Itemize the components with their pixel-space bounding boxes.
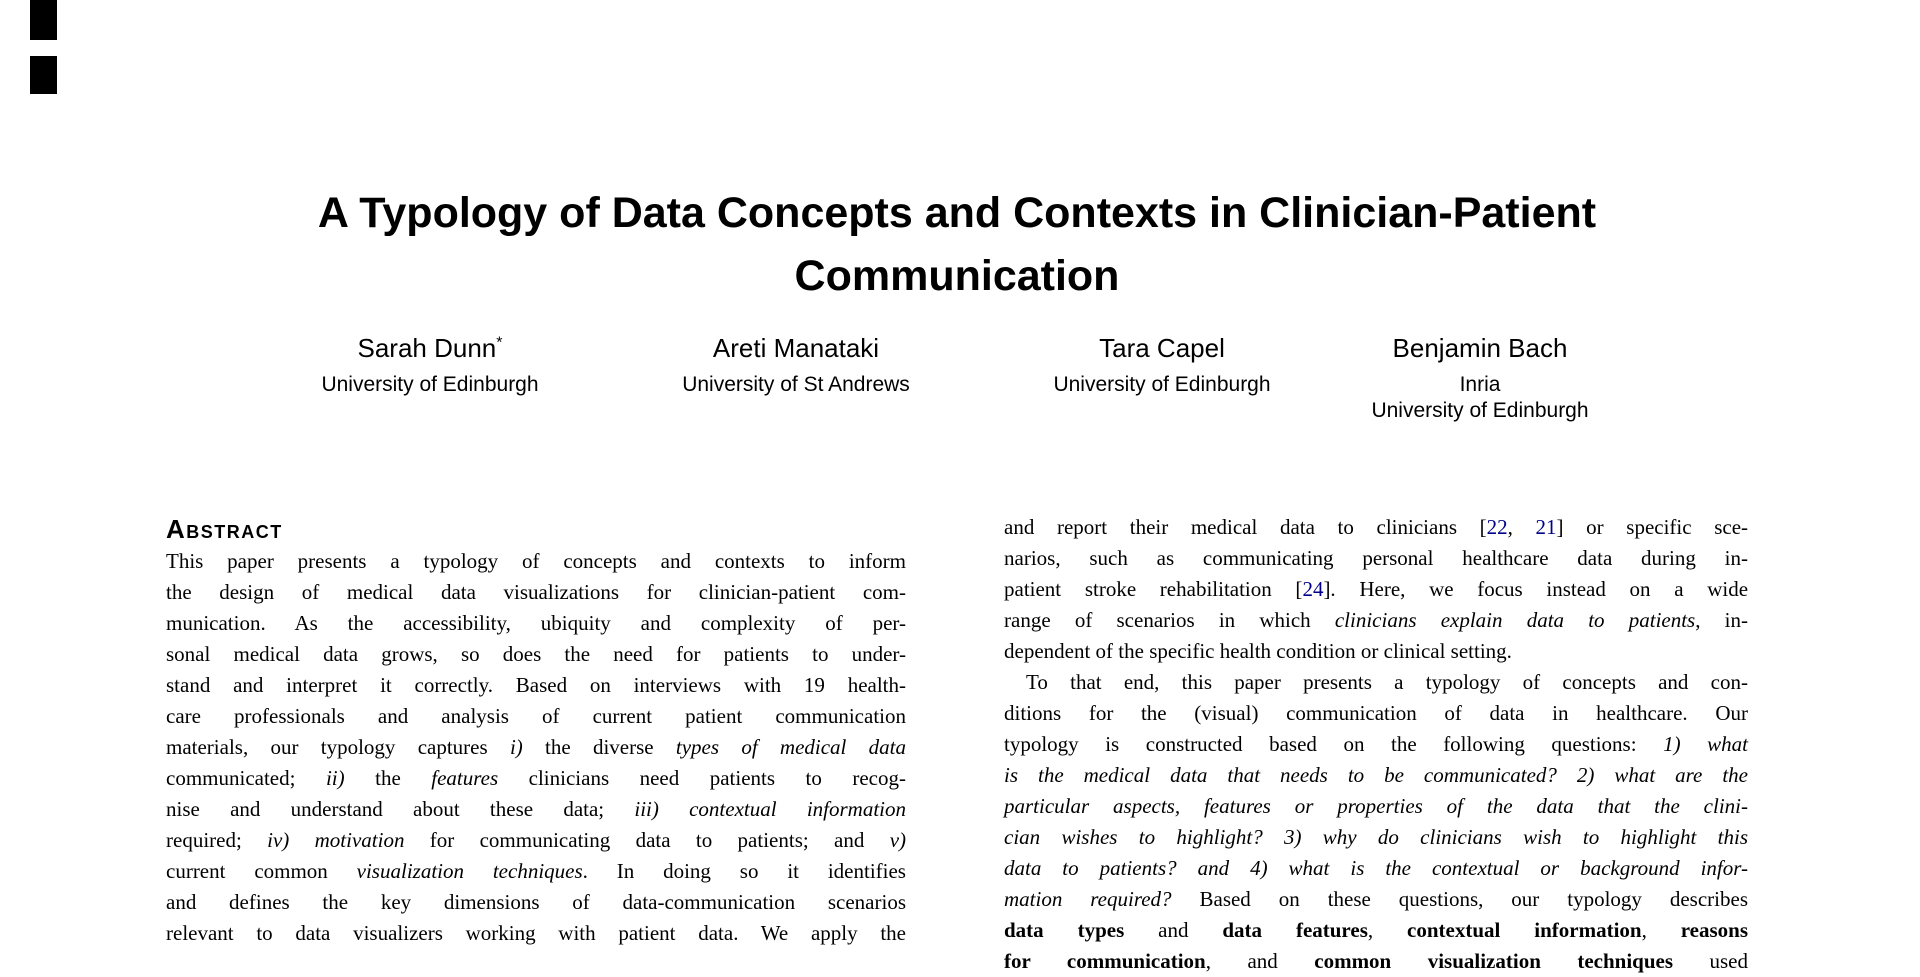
text-line xyxy=(166,856,906,887)
author-name: Areti Manataki xyxy=(712,333,880,363)
text-segment: typology is constructed based on the following questions: xyxy=(1004,732,1664,756)
text-segment: narios, such as communicating personal healthcare data during in- xyxy=(1004,546,1748,570)
text-segment: reasons xyxy=(1680,918,1749,942)
text-segment: features xyxy=(431,766,499,790)
text-segment: stand and interpret it correctly. Based on interviews with 19 health- xyxy=(166,673,906,697)
text-segment: range of scenarios in which xyxy=(1004,608,1335,632)
text-segment: , xyxy=(1367,918,1408,942)
text-segment: care professionals and analysis of current patient communication xyxy=(166,704,906,728)
text-segment: , xyxy=(1507,515,1536,539)
text-segment: , in- xyxy=(1695,608,1748,632)
text-segment: types of medical data xyxy=(675,735,907,759)
text-segment: . In doing so it identifies xyxy=(582,859,906,883)
text-line xyxy=(1004,791,1748,822)
text-segment: mation required? xyxy=(1004,887,1172,911)
author-affiliation: Inria xyxy=(1459,373,1501,396)
page-title-line1: A Typology of Data Concepts and Contexts in Clinician-Patient xyxy=(317,189,1597,237)
text-segment: and xyxy=(1124,918,1223,942)
text-segment: used xyxy=(1673,949,1748,973)
text-line xyxy=(166,608,906,639)
text-line xyxy=(166,639,906,670)
text-segment: contextual information xyxy=(1407,918,1642,942)
text-segment: dependent of the specific health condition or clinical setting. xyxy=(1004,639,1512,663)
text-segment: ] or specific sce- xyxy=(1556,515,1749,539)
body-column xyxy=(1004,512,1748,977)
text-segment: required; xyxy=(166,828,268,852)
text-line xyxy=(1004,915,1748,946)
text-segment: iv) motivation xyxy=(267,828,405,852)
text-segment: Based on these questions, our typology describes xyxy=(1171,887,1748,911)
text-segment: data features xyxy=(1222,918,1368,942)
text-segment: , and xyxy=(1205,949,1315,973)
text-line xyxy=(166,670,906,701)
text-segment: communicated; xyxy=(166,766,326,790)
text-segment: the xyxy=(344,766,432,790)
text-segment: patient stroke rehabilitation [ xyxy=(1004,577,1303,601)
citation-link[interactable]: 24 xyxy=(1302,577,1324,601)
text-line xyxy=(1004,543,1748,574)
text-segment: nise and understand about these data; xyxy=(166,797,635,821)
text-segment: 1) what xyxy=(1663,732,1748,756)
text-line xyxy=(166,825,906,856)
text-segment: and report their medical data to clinicians [ xyxy=(1004,515,1487,539)
text-line xyxy=(166,577,906,608)
author-name: Benjamin Bach xyxy=(1392,333,1568,363)
author-footnote-mark: * xyxy=(496,334,503,352)
text-segment: clinicians explain data to patients xyxy=(1334,608,1696,632)
text-line xyxy=(166,887,906,918)
text-segment: ditions for the (visual) communication of data in healthcare. Our xyxy=(1004,701,1748,725)
text-line xyxy=(166,701,906,732)
text-segment: the diverse xyxy=(522,735,676,759)
text-segment: iii) contextual information xyxy=(634,797,907,821)
citation-link[interactable]: 21 xyxy=(1535,515,1557,539)
text-line xyxy=(1004,853,1748,884)
scan-artifact-mark-bottom xyxy=(30,56,57,94)
text-segment: clinicians need patients to recog- xyxy=(498,766,906,790)
text-segment: for communication xyxy=(1004,949,1206,973)
text-segment: i) xyxy=(509,735,523,759)
text-line xyxy=(1004,729,1748,760)
text-line xyxy=(166,763,906,794)
text-line xyxy=(1004,574,1748,605)
text-line xyxy=(166,546,906,577)
scan-artifact-mark-top xyxy=(30,0,57,40)
text-line xyxy=(1004,884,1748,915)
text-segment: is the medical data that needs to be communicated? 2) what are the xyxy=(1004,763,1748,787)
abstract-heading: Abstract xyxy=(166,514,283,544)
text-segment: relevant to data visualizers working with patient data. We apply the xyxy=(166,921,906,945)
text-segment: v) xyxy=(889,828,907,852)
text-segment: materials, our typology captures xyxy=(166,735,510,759)
text-segment: ]. Here, we focus instead on a wide xyxy=(1323,577,1749,601)
text-line xyxy=(1004,946,1748,977)
text-line xyxy=(166,732,906,763)
text-segment: particular aspects, features or properties of the data that the clini- xyxy=(1004,794,1748,818)
text-segment: current common xyxy=(166,859,357,883)
text-segment: for communicating data to patients; and xyxy=(404,828,890,852)
text-segment: data types xyxy=(1004,918,1125,942)
text-line xyxy=(1004,512,1748,543)
citation-link[interactable]: 22 xyxy=(1486,515,1508,539)
text-segment: cian wishes to highlight? 3) why do clinicians wish to highlight this xyxy=(1004,825,1748,849)
author-affiliation: University of Edinburgh xyxy=(1371,399,1589,422)
author-affiliation: University of St Andrews xyxy=(682,373,910,396)
text-segment: the design of medical data visualizations for clinician-patient com- xyxy=(166,580,906,604)
author-block-sarah-dunn xyxy=(230,332,630,398)
text-segment: To that end, this paper presents a typology of concepts and con- xyxy=(1026,670,1748,694)
author-affiliation: University of Edinburgh xyxy=(1053,373,1271,396)
text-segment: munication. As the accessibility, ubiquity and complexity of per- xyxy=(166,611,906,635)
text-segment: , xyxy=(1641,918,1681,942)
author-name: Tara Capel xyxy=(1099,333,1225,363)
page-title-line2: Communication xyxy=(794,252,1120,300)
text-segment: and defines the key dimensions of data-communication scenarios xyxy=(166,890,906,914)
text-segment: sonal medical data grows, so does the need for patients to under- xyxy=(166,642,906,666)
text-line xyxy=(1004,822,1748,853)
text-segment: data to patients? and 4) what is the contextual or background infor- xyxy=(1004,856,1748,880)
text-segment: ii) xyxy=(325,766,345,790)
abstract-column xyxy=(166,546,906,949)
text-line xyxy=(1004,698,1748,729)
author-block-benjamin-bach xyxy=(1280,332,1680,424)
text-segment: visualization techniques xyxy=(356,859,583,883)
author-name: Sarah Dunn* xyxy=(357,333,503,363)
text-segment: common visualization techniques xyxy=(1314,949,1674,973)
text-segment: This paper presents a typology of concepts and contexts to inform xyxy=(166,549,906,573)
text-line xyxy=(1004,636,1748,667)
text-line xyxy=(166,794,906,825)
text-line xyxy=(1004,605,1748,636)
text-line xyxy=(166,918,906,949)
text-line xyxy=(1004,760,1748,791)
author-block-areti-manataki xyxy=(596,332,996,398)
author-affiliation: University of Edinburgh xyxy=(321,373,539,396)
text-line xyxy=(1004,667,1748,698)
